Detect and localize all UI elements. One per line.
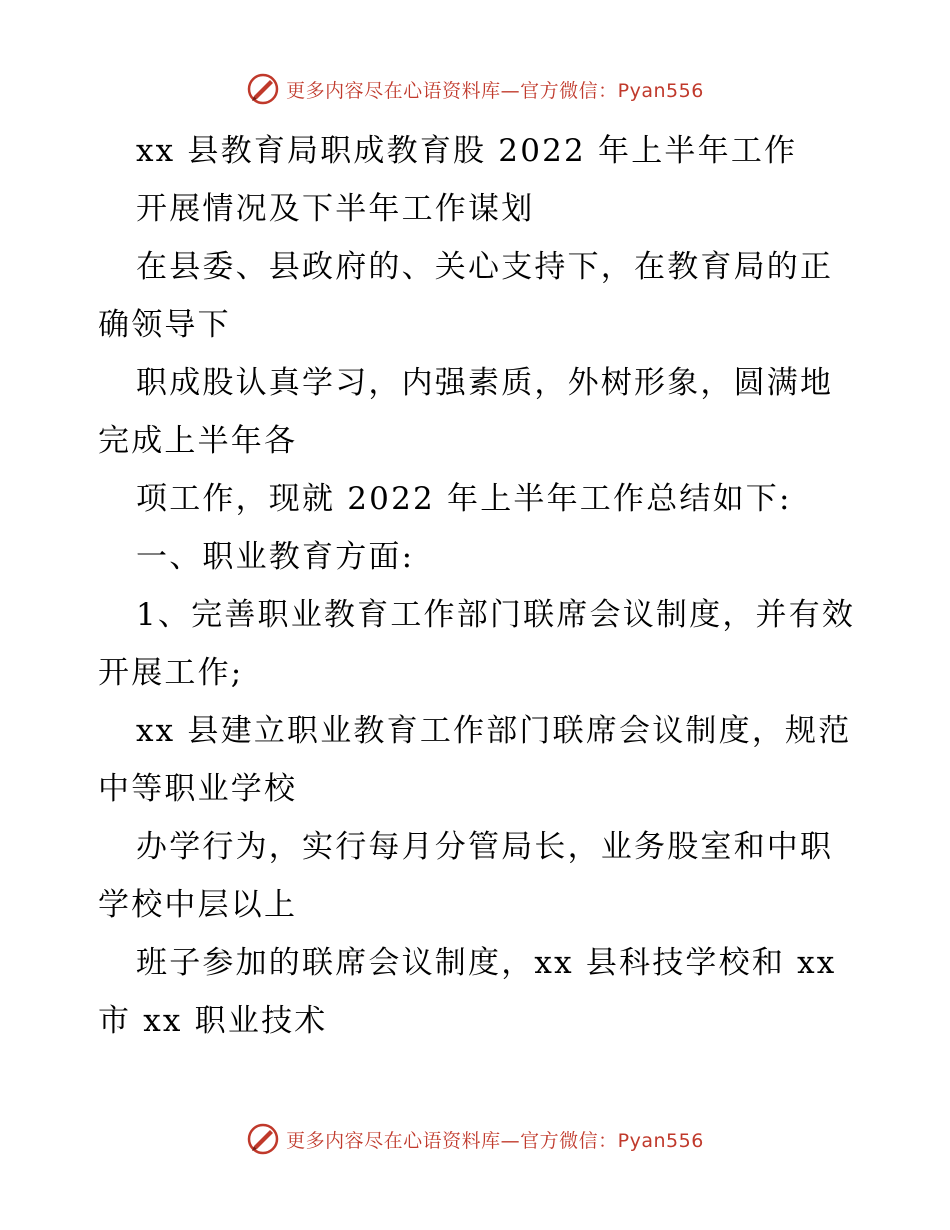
title-line-1: xx 县教育局职成教育股 2022 年上半年工作 [136,133,798,169]
paragraph: 班子参加的联席会议制度，xx 县科技学校和 xx 市 xx 职业技术 [98,945,837,1039]
watermark-text: 更多内容尽在心语资料库—官方微信：Pyan556 [286,1129,704,1152]
paragraph: 办学行为，实行每月分管局长，业务股室和中职学校中层以上 [98,829,834,923]
watermark-text: 更多内容尽在心语资料库—官方微信：Pyan556 [286,79,704,102]
paragraph: 职成股认真学习，内强素质，外树形象，圆满地完成上半年各 [98,365,834,459]
title-line-2: 开展情况及下半年工作谋划 [136,191,535,227]
watermark-banner-bottom [0,1122,950,1156]
pen-logo-icon [246,1122,280,1156]
section-heading: 一、职业教育方面: [136,539,415,575]
pen-logo-icon [246,72,280,106]
paragraph: xx 县建立职业教育工作部门联席会议制度，规范中等职业学校 [98,713,852,807]
paragraph: 在县委、县政府的、关心支持下，在教育局的正确领导下 [98,249,834,343]
watermark-banner-top [0,72,950,106]
document-body [98,122,858,1050]
paragraph: 项工作，现就 2022 年上半年工作总结如下: [136,481,792,517]
paragraph: 1、完善职业教育工作部门联席会议制度，并有效开展工作; [98,597,856,691]
